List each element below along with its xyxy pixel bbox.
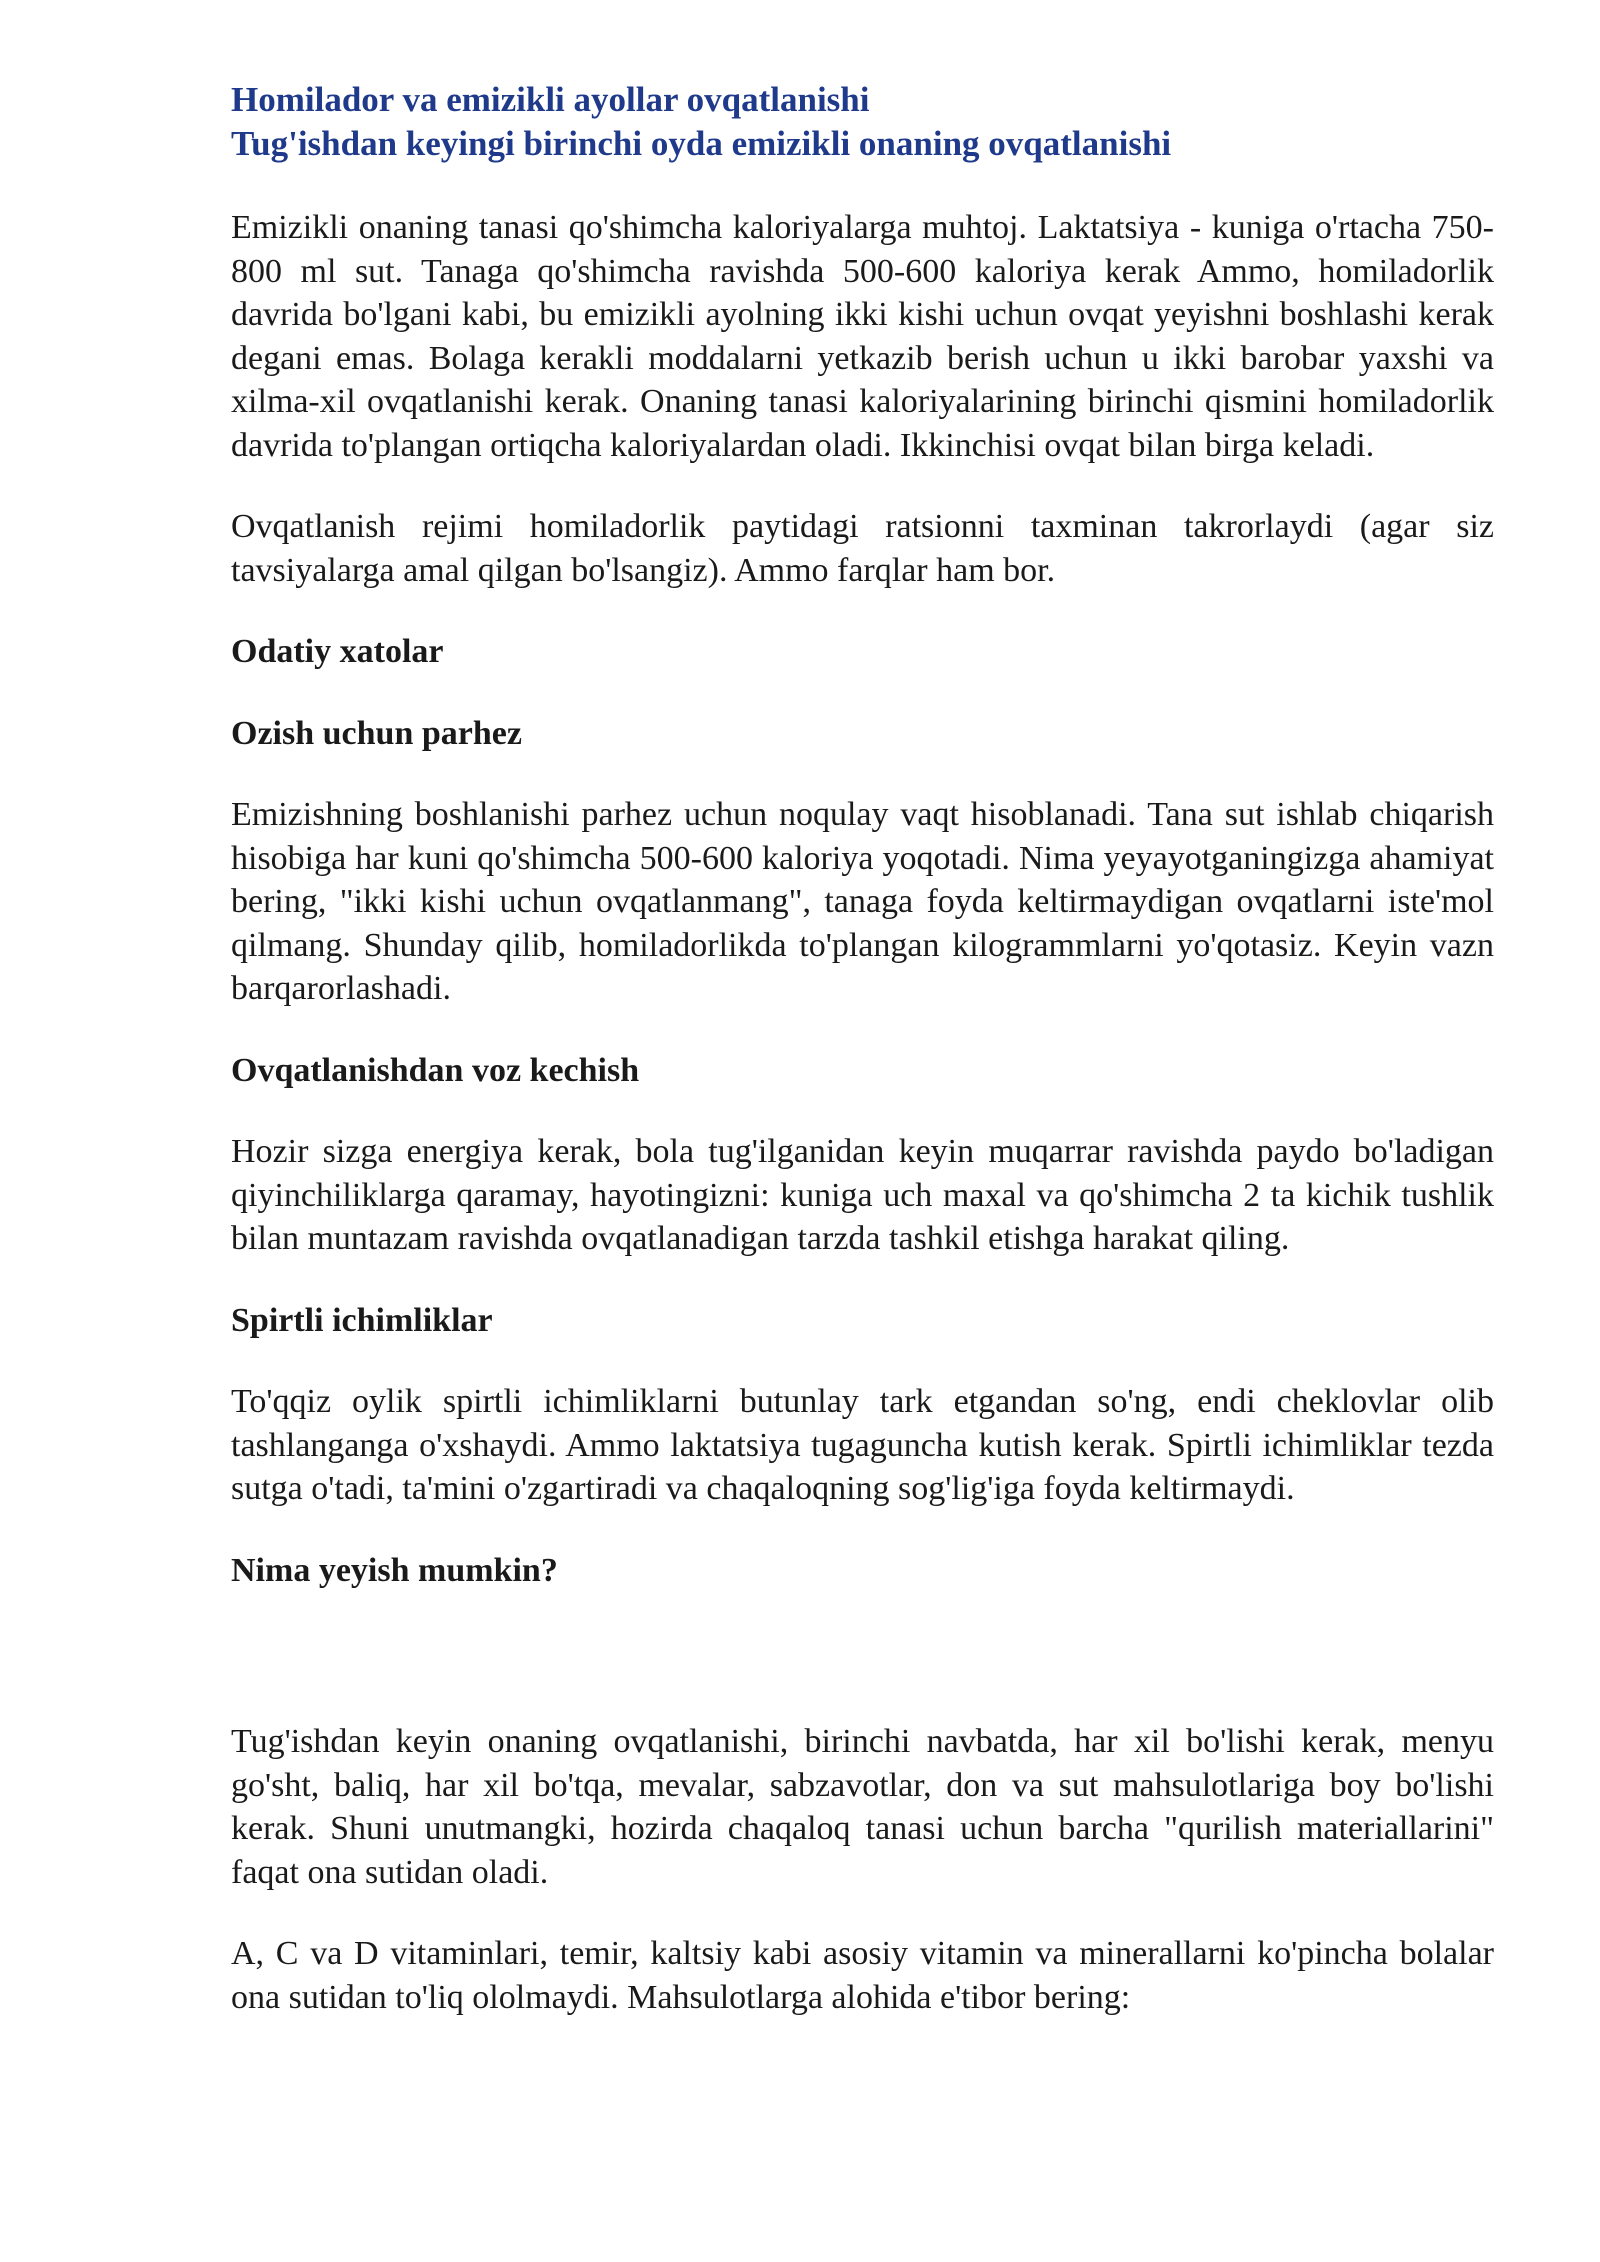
document-subtitle: Tug'ishdan keyingi birinchi oyda emizikli onaning ovqatlanishi	[231, 124, 1172, 163]
body-paragraph: Tug'ishdan keyin onaning ovqatlanishi, birinchi navbatda, har xil bo'lishi kerak, menyu go'sht, baliq, har xil bo'tqa, mevalar, sabzavotlar, don va sut mahsulotlariga boy bo'lishi kerak. Shuni unutmangki, hozirda chaqaloq tanasi uchun barcha "qurilish materiallarini" faqat ona sutidan oladi.	[231, 1723, 1494, 1891]
body-paragraph: Hozir sizga energiya kerak, bola tug'ilganidan keyin muqarrar ravishda paydo bo'ladigan qiyinchiliklarga qaramay, hayotingizni: kuniga uch maxal va qo'shimcha 2 ta kichik tushlik bilan muntazam ravishda ovqatlanadigan tarzda tashkil etishga harakat qiling.	[231, 1133, 1494, 1257]
body-paragraph: To'qqiz oylik spirtli ichimliklarni butunlay tark etgandan so'ng, endi cheklovlar olib tashlanganga o'xshaydi. Ammo laktatsiya tugaguncha kutish kerak. Spirtli ichimliklar tezda sutga o'tadi, ta'mini o'zgartiradi va chaqaloqning sog'lig'iga foyda keltirmaydi.	[231, 1383, 1494, 1507]
section-heading: Odatiy xatolar	[231, 633, 444, 670]
body-paragraph: Emizikli onaning tanasi qo'shimcha kaloriyalarga muhtoj. Laktatsiya - kuniga o'rtacha 750-800 ml sut. Tanaga qo'shimcha ravishda 500-600 kaloriya kerak Ammo, homiladorlik davrida bo'lgani kabi, bu emizikli ayolning ikki kishi uchun ovqat yeyishni boshlashi kerak degani emas. Bolaga kerakli moddalarni yetkazib berish uchun u ikki barobar yaxshi va xilma-xil ovqatlanishi kerak. Onaning tanasi kaloriyalarining birinchi qismini homiladorlik davrida to'plangan ortiqcha kaloriyalardan oladi. Ikkinchisi ovqat bilan birga keladi.	[231, 209, 1494, 464]
body-paragraph: Emizishning boshlanishi parhez uchun noqulay vaqt hisoblanadi. Tana sut ishlab chiqarish hisobiga har kuni qo'shimcha 500-600 kaloriya yoqotadi. Nima yeyayotganingizga ahamiyat bering, "ikki kishi uchun ovqatlanmang", tanaga foyda keltirmaydigan ovqatlarni iste'mol qilmang. Shunday qilib, homiladorlikda to'plangan kilogrammlarni yo'qotasiz. Keyin vazn barqarorlashadi.	[231, 796, 1494, 1007]
body-paragraph: Ovqatlanish rejimi homiladorlik paytidagi ratsionni taxminan takrorlaydi (agar siz tavsiyalarga amal qilgan bo'lsangiz). Ammo farqlar ham bor.	[231, 508, 1494, 589]
section-heading: Ozish uchun parhez	[231, 714, 522, 752]
body-paragraph: A, C va D vitaminlari, temir, kaltsiy kabi asosiy vitamin va minerallarni ko'pincha bolalar ona sutidan to'liq ololmaydi. Mahsulotlarga alohida e'tibor bering:	[231, 1935, 1494, 2016]
document-title: Homilador va emizikli ayollar ovqatlanishi	[231, 80, 870, 119]
blank-space	[231, 1630, 1494, 1720]
document-page	[231, 78, 1494, 2057]
document-body	[231, 206, 1494, 2019]
section-heading: Ovqatlanishdan voz kechish	[231, 1051, 640, 1089]
section-heading: Spirtli ichimliklar	[231, 1301, 493, 1339]
section-heading: Nima yeyish mumkin?	[231, 1551, 558, 1589]
